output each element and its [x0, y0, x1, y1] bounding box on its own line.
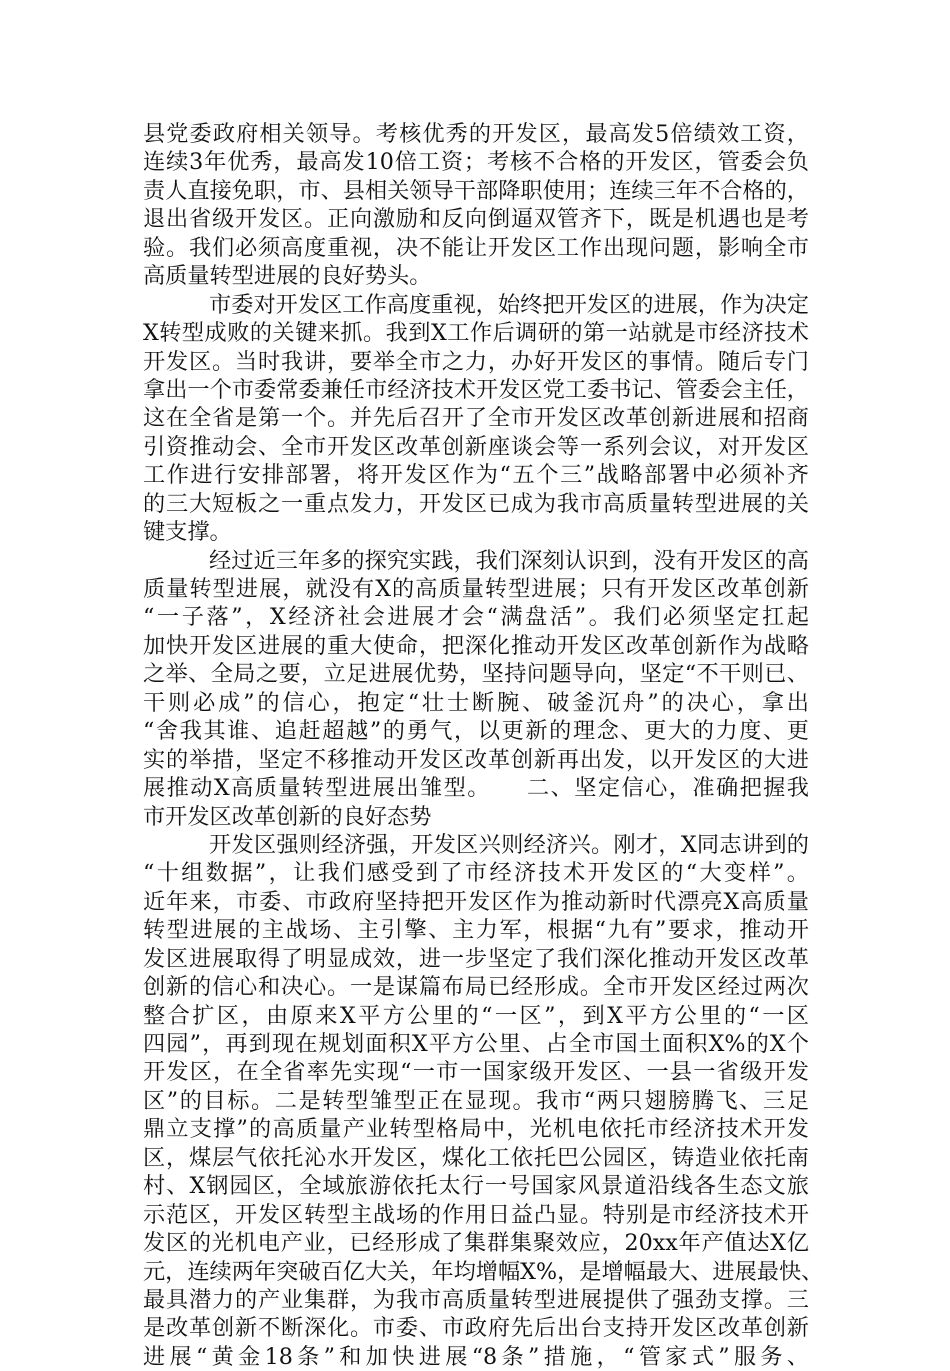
text-line: 责人直接免职，市、县相关领导干部降职使用；连续三年不合格的，	[143, 177, 809, 204]
text-line: 的三大短板之一重点发力，开发区已成为我市高质量转型进展的关	[143, 490, 809, 517]
text-line: 之举、全局之要，立足进展优势，坚持问题导向，坚定“不干则已、	[143, 661, 809, 688]
text-line: “舍我其谁、追赶超越”的勇气，以更新的理念、更大的力度、更	[143, 718, 809, 745]
text-line: 引资推动会、全市开发区改革创新座谈会等一系列会议，对开发区	[143, 433, 809, 460]
text-line: 连续3年优秀，最高发10倍工资；考核不合格的开发区，管委会负	[143, 149, 809, 176]
text-line: “一子落”，X经济社会进展才会“满盘活”。我们必须坚定扛起	[143, 604, 809, 631]
paragraph-first-line: 开发区强则经济强，开发区兴则经济兴。刚才，X同志讲到的	[209, 831, 809, 858]
text-line: 工作进行安排部署，将开发区作为“五个三”战略部署中必须补齐	[143, 462, 809, 489]
text-line: 示范区，开发区转型主战场的作用日益凸显。特别是市经济技术开	[143, 1201, 809, 1228]
text-line: X转型成败的关键来抓。我到X工作后调研的第一站就是市经济技术	[143, 320, 809, 347]
text-line: 鼎立支撑”的高质量产业转型格局中，光机电依托市经济技术开发	[143, 1116, 809, 1143]
text-line: 区”的目标。二是转型雏型正在显现。我市“两只翅膀腾飞、三足	[143, 1087, 809, 1114]
text-line: 元，连续两年突破百亿大关，年均增幅X%，是增幅最大、进展最快、	[143, 1258, 824, 1285]
document-body	[143, 120, 824, 1371]
text-line: 区，煤层气依托沁水开发区，煤化工依托巴公园区，铸造业依托南	[143, 1144, 809, 1171]
section-heading: 市开发区改革创新的良好态势	[143, 803, 432, 830]
text-line: 实的举措，坚定不移推动开发区改革创新再出发，以开发区的大进	[143, 746, 809, 773]
text-line: 发区进展取得了明显成效，进一步坚定了我们深化推动开发区改革	[143, 945, 809, 972]
text-line: 县党委政府相关领导。考核优秀的开发区，最高发5倍绩效工资，	[143, 121, 809, 147]
text-line: 整合扩区，由原来X平方公里的“一区”，到X平方公里的“一区	[143, 1002, 809, 1029]
text-line: 干则必成”的信心，抱定“壮士断腕、破釜沉舟”的决心，拿出	[143, 689, 809, 716]
text-line: 进展“黄金18条”和加快进展“8条”措施，“管家式”服务、	[143, 1343, 809, 1370]
text-line: 开发区。当时我讲，要举全市之力，办好开发区的事情。随后专门	[143, 348, 809, 375]
text-line: 验。我们必须高度重视，决不能让开发区工作出现问题，影响全市	[143, 234, 809, 261]
text-line: 加快开发区进展的重大使命，把深化推动开发区改革创新作为战略	[143, 632, 809, 659]
text-line: 四园”，再到现在规划面积X平方公里、占全市国土面积X%的X个	[143, 1031, 809, 1057]
text-line: 是改革创新不断深化。市委、市政府先后出台支持开发区改革创新	[143, 1315, 809, 1342]
text-line: 高质量转型进展的良好势头。	[143, 263, 432, 290]
text-line: 质量转型进展，就没有X的高质量转型进展；只有开发区改革创新	[143, 576, 809, 602]
text-line: 退出省级开发区。正向激励和反向倒逼双管齐下，既是机遇也是考	[143, 206, 809, 233]
text-line: 键支撑。	[143, 519, 232, 546]
text-line: 近年来，市委、市政府坚持把开发区作为推动新时代漂亮X高质量	[143, 888, 809, 915]
text-line: “十组数据”，让我们感受到了市经济技术开发区的“大变样”。	[143, 860, 809, 887]
text-line: 发区的光机电产业，已经形成了集群集聚效应，20xx年产值达X亿	[143, 1230, 809, 1257]
text-line: 开发区，在全省率先实现“一市一国家级开发区、一县一省级开发	[143, 1059, 809, 1086]
text-line: 最具潜力的产业集群，为我市高质量转型进展提供了强劲支撑。三	[143, 1286, 809, 1313]
paragraph-first-line: 市委对开发区工作高度重视，始终把开发区的进展，作为决定	[209, 291, 809, 318]
text-line: 转型进展的主战场、主引擎、主力军，根据“九有”要求，推动开	[143, 917, 809, 944]
text-line: 村、X钢园区，全域旅游依托太行一号国家风景道沿线各生态文旅	[143, 1173, 809, 1200]
text-line: 拿出一个市委常委兼任市经济技术开发区党工委书记、管委会主任，	[143, 376, 809, 403]
paragraph-first-line: 经过近三年多的探究实践，我们深刻认识到，没有开发区的高	[209, 547, 809, 574]
text-line: 创新的信心和决心。一是谋篇布局已经形成。全市开发区经过两次	[143, 974, 809, 1001]
text-line: 展推动X高质量转型进展出雏型。 二、坚定信心，准确把握我	[143, 775, 809, 802]
text-line: 这在全省是第一个。并先后召开了全市开发区改革创新进展和招商	[143, 405, 809, 432]
